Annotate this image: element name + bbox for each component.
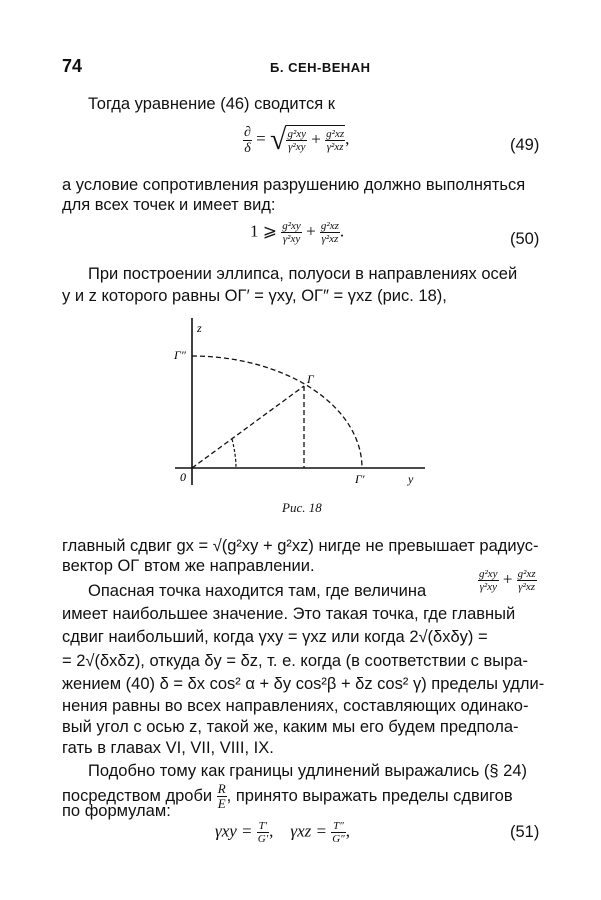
equation-51: γxy = $\frac{T'}{G'}$ , γxz = $\frac{T''}{G''}$ , [215,820,350,845]
equation-49: $\frac{\partial}{\delta}$ = √ $\frac{\text{g²xy}}{\text{γ²xy}}$ + $\frac{\text{g²xz}}{\text{γ²xz}}$ , [244,123,350,156]
eq51-b: γxz = [290,821,327,841]
eq51-b-den: G″ [332,833,345,845]
inline-t2-den: γ²xz [518,581,536,593]
paragraph-line: При построении эллипса, полуоси в направлениях осей [88,265,518,283]
paragraph-line: Опасная точка находится там, где величина [88,582,427,600]
eq50-t1-den: γ²xy [282,233,301,245]
equation-number-51: (51) [510,823,540,841]
equation-number-50: (50) [510,230,540,248]
eq51-a: γxy = [215,821,253,841]
inline-sum: $\frac{\text{g²xy}}{\text{γ²xy}}$ + $\frac{\text{g²xz}}{\text{γ²xz}}$ [479,568,536,593]
eq50-lhs: 1 ⩾ [250,221,277,241]
paragraph-line: главный сдвиг gx = √(g²xy + g²xz) нигде не превышает радиус- [62,537,539,555]
eq49-t2-den: γ²xz [326,140,344,153]
eq50-t2-den: γ²xz [321,233,339,245]
equation-number-49: (49) [510,136,540,154]
label-gamma: Γ [307,372,314,386]
eq49-t1-den: γ²xy [288,140,306,153]
paragraph-line: жением (40) δ = δx cos² α + δy cos²β + δz cos² γ) пределы удли- [62,675,545,693]
eq49-t1-num: g²xy [287,127,307,140]
page-number: 74 [62,56,83,76]
paragraph-line: Подобно тому как границы удлинений выражались (§ 24) [88,762,528,780]
paragraph-line: а условие сопротивления разрушению должно выполняться [62,176,526,194]
label-y: y [408,472,414,486]
angle-arc [232,439,236,468]
inline-t2-num: g²xz [517,568,536,580]
eq50-t1-num: g²xy [282,220,301,232]
inline-t1-num: g²xy [479,568,498,580]
eq49-t2-num: g²xz [326,127,345,140]
figure-caption: Рис. 18 [282,500,322,515]
eq49-lhs-num: ∂ [244,124,251,140]
paragraph-line: сдвиг наибольший, когда γxy = γxz или когда 2√(δxδy) = [62,628,488,646]
inline-t1-den: γ²xy [479,581,497,593]
paragraph-line: y и z которого равны OΓ′ = γxy, OΓ″ = γxz (рис. 18), [62,287,447,305]
paragraph-line: Тогда уравнение (46) сводится к [88,95,335,113]
paragraph-line: вектор OΓ втом же направлении. [62,557,315,575]
paragraph-line: нения равны во всех направлениях, составляющих одинако- [62,697,529,715]
paragraph-line: гать в главах VI, VII, VIII, IX. [62,739,274,757]
paragraph-line: по формулам: [62,802,171,820]
paragraph-line: имеет наибольшее значение. Это такая точка, где главный [62,605,516,623]
radius-vector [192,386,304,468]
label-z: z [197,321,202,335]
eq50-t2-num: g²xz [320,220,339,232]
ellipse-arc [192,356,362,468]
figure-18 [170,315,440,490]
running-head: Б. СЕН-ВЕНАН [270,60,371,75]
paragraph-line: для всех точек и имеет вид: [62,196,276,214]
text-fragment: посредством дроби [62,786,213,805]
paragraph-line: вый угол с осью z, такой же, каким мы его будем предпола- [62,718,519,736]
eq51-a-num: T′ [258,820,268,832]
eq51-a-den: G′ [257,833,269,845]
text-fragment: , принято выражать пределы сдвигов [226,786,513,805]
frac-R-num: R [217,781,226,796]
label-gamma-double: Γ″ [174,348,186,362]
paragraph-line: = 2√(δxδz), откуда δy = δz, т. е. когда (в соответствии с выра- [62,652,528,670]
equation-50: 1 ⩾ $\frac{\text{g²xy}}{\text{γ²xy}}$ + $\frac{\text{g²xz}}{\text{γ²xz}}$ . [250,220,345,245]
label-origin: 0 [180,470,186,484]
eq51-b-num: T″ [333,820,344,832]
frac-R-den: E [217,796,226,811]
eq49-lhs-den: δ [244,140,251,156]
label-gamma-prime: Γ′ [355,472,365,486]
